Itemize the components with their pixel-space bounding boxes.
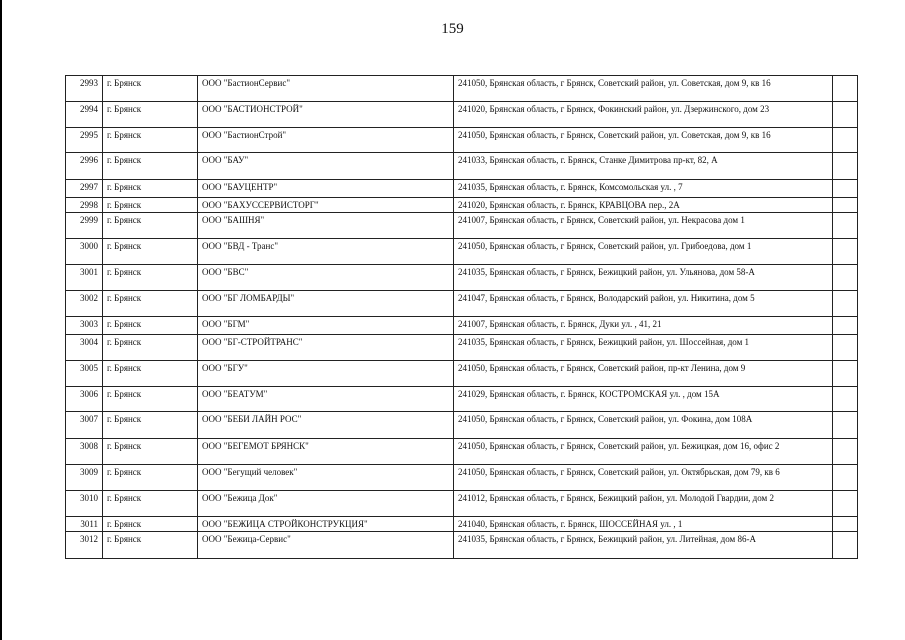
row-extra xyxy=(833,128,858,153)
row-number: 3010 xyxy=(66,491,103,517)
row-number: 3012 xyxy=(66,532,103,559)
row-city: г. Брянск xyxy=(103,491,198,517)
row-address: 241050, Брянская область, г Брянск, Советский район, ул. Октябрьская, дом 79, кв 6 xyxy=(454,465,833,491)
table-row xyxy=(66,198,858,213)
row-organization: ООО "БастионСтрой" xyxy=(198,128,454,153)
row-number: 3002 xyxy=(66,291,103,317)
row-city: г. Брянск xyxy=(103,361,198,387)
row-extra xyxy=(833,532,858,559)
row-extra xyxy=(833,291,858,317)
row-extra xyxy=(833,76,858,102)
row-organization: ООО "БГУ" xyxy=(198,361,454,387)
row-organization: ООО "Бежица Док" xyxy=(198,491,454,517)
row-address: 241035, Брянская область, г Брянск, Бежицкий район, ул. Шоссейная, дом 1 xyxy=(454,335,833,361)
row-address: 241020, Брянская область, г. Брянск, КРАВЦОВА пер., 2А xyxy=(454,198,833,213)
row-city: г. Брянск xyxy=(103,291,198,317)
row-number: 3008 xyxy=(66,439,103,465)
row-address: 241050, Брянская область, г Брянск, Советский район, ул. Советская, дом 9, кв 16 xyxy=(454,128,833,153)
row-address: 241020, Брянская область, г Брянск, Фокинский район, ул. Дзержинского, дом 23 xyxy=(454,102,833,128)
row-address: 241035, Брянская область, г. Брянск, Комсомольская ул. , 7 xyxy=(454,180,833,198)
row-number: 3000 xyxy=(66,239,103,265)
table-row xyxy=(66,239,858,265)
row-organization: ООО "Бегущий человек" xyxy=(198,465,454,491)
row-organization: ООО "БВД - Транс" xyxy=(198,239,454,265)
row-organization: ООО "БАСТИОНСТРОЙ" xyxy=(198,102,454,128)
table-row xyxy=(66,387,858,412)
table-row xyxy=(66,361,858,387)
row-organization: ООО "БАХУССЕРВИСТОРГ" xyxy=(198,198,454,213)
row-organization: ООО "БВС" xyxy=(198,265,454,291)
table-row xyxy=(66,291,858,317)
row-extra xyxy=(833,102,858,128)
row-city: г. Брянск xyxy=(103,180,198,198)
page-left-border xyxy=(0,0,2,640)
row-organization: ООО "БастионСервис" xyxy=(198,76,454,102)
row-extra xyxy=(833,517,858,532)
row-city: г. Брянск xyxy=(103,153,198,180)
table-row xyxy=(66,76,858,102)
row-extra xyxy=(833,180,858,198)
row-city: г. Брянск xyxy=(103,387,198,412)
row-organization: ООО "БГ ЛОМБАРДЫ" xyxy=(198,291,454,317)
row-address: 241050, Брянская область, г Брянск, Советский район, пр-кт Ленина, дом 9 xyxy=(454,361,833,387)
table-row xyxy=(66,412,858,439)
row-organization: ООО "БЕГЕМОТ БРЯНСК" xyxy=(198,439,454,465)
row-address: 241012, Брянская область, г Брянск, Бежицкий район, ул. Молодой Гвардии, дом 2 xyxy=(454,491,833,517)
row-number: 3009 xyxy=(66,465,103,491)
row-city: г. Брянск xyxy=(103,317,198,335)
table-row xyxy=(66,335,858,361)
row-number: 3003 xyxy=(66,317,103,335)
row-number: 2997 xyxy=(66,180,103,198)
row-number: 3011 xyxy=(66,517,103,532)
row-city: г. Брянск xyxy=(103,76,198,102)
row-number: 3004 xyxy=(66,335,103,361)
row-city: г. Брянск xyxy=(103,128,198,153)
table-row xyxy=(66,532,858,559)
row-number: 3001 xyxy=(66,265,103,291)
row-extra xyxy=(833,465,858,491)
row-city: г. Брянск xyxy=(103,439,198,465)
row-extra xyxy=(833,198,858,213)
row-address: 241047, Брянская область, г Брянск, Володарский район, ул. Никитина, дом 5 xyxy=(454,291,833,317)
row-number: 2994 xyxy=(66,102,103,128)
table-row xyxy=(66,517,858,532)
row-number: 3006 xyxy=(66,387,103,412)
row-extra xyxy=(833,491,858,517)
row-city: г. Брянск xyxy=(103,213,198,239)
table-row xyxy=(66,180,858,198)
row-extra xyxy=(833,265,858,291)
table-row xyxy=(66,153,858,180)
row-organization: ООО "БАУ" xyxy=(198,153,454,180)
row-city: г. Брянск xyxy=(103,517,198,532)
row-address: 241040, Брянская область, г. Брянск, ШОССЕЙНАЯ ул. , 1 xyxy=(454,517,833,532)
table-row xyxy=(66,128,858,153)
row-number: 2999 xyxy=(66,213,103,239)
page-number: 159 xyxy=(441,21,464,37)
row-city: г. Брянск xyxy=(103,335,198,361)
row-number: 3007 xyxy=(66,412,103,439)
table-row xyxy=(66,213,858,239)
row-number: 2993 xyxy=(66,76,103,102)
row-extra xyxy=(833,213,858,239)
row-number: 2995 xyxy=(66,128,103,153)
row-city: г. Брянск xyxy=(103,465,198,491)
row-address: 241007, Брянская область, г Брянск, Советский район, ул. Некрасова дом 1 xyxy=(454,213,833,239)
row-address: 241007, Брянская область, г. Брянск, Дуки ул. , 41, 21 xyxy=(454,317,833,335)
table-row xyxy=(66,465,858,491)
row-city: г. Брянск xyxy=(103,532,198,559)
row-address: 241050, Брянская область, г Брянск, Советский район, ул. Бежицкая, дом 16, офис 2 xyxy=(454,439,833,465)
row-extra xyxy=(833,387,858,412)
row-address: 241029, Брянская область, г. Брянск, КОСТРОМСКАЯ ул. , дом 15А xyxy=(454,387,833,412)
row-organization: ООО "БГ-СТРОЙТРАНС" xyxy=(198,335,454,361)
table-body xyxy=(66,76,858,559)
row-extra xyxy=(833,239,858,265)
row-organization: ООО "БГМ" xyxy=(198,317,454,335)
table-row xyxy=(66,491,858,517)
table-row xyxy=(66,439,858,465)
organizations-table xyxy=(65,75,858,559)
row-extra xyxy=(833,412,858,439)
row-city: г. Брянск xyxy=(103,412,198,439)
row-organization: ООО "БЕБИ ЛАЙН РОС" xyxy=(198,412,454,439)
row-number: 2996 xyxy=(66,153,103,180)
row-address: 241035, Брянская область, г Брянск, Бежицкий район, ул. Литейная, дом 86-А xyxy=(454,532,833,559)
table-row xyxy=(66,102,858,128)
row-organization: ООО "Бежица-Сервис" xyxy=(198,532,454,559)
row-organization: ООО "БАУЦЕНТР" xyxy=(198,180,454,198)
row-organization: ООО "БЕЖИЦА СТРОЙКОНСТРУКЦИЯ" xyxy=(198,517,454,532)
row-address: 241050, Брянская область, г Брянск, Советский район, ул. Грибоедова, дом 1 xyxy=(454,239,833,265)
row-extra xyxy=(833,153,858,180)
row-extra xyxy=(833,361,858,387)
row-extra xyxy=(833,439,858,465)
row-number: 2998 xyxy=(66,198,103,213)
row-extra xyxy=(833,317,858,335)
row-organization: ООО "БЕАТУМ" xyxy=(198,387,454,412)
row-number: 3005 xyxy=(66,361,103,387)
row-city: г. Брянск xyxy=(103,239,198,265)
row-organization: ООО "БАШНЯ" xyxy=(198,213,454,239)
table-row xyxy=(66,265,858,291)
row-city: г. Брянск xyxy=(103,265,198,291)
row-city: г. Брянск xyxy=(103,102,198,128)
row-address: 241050, Брянская область, г Брянск, Советский район, ул. Фокина, дом 108А xyxy=(454,412,833,439)
row-city: г. Брянск xyxy=(103,198,198,213)
row-address: 241033, Брянская область, г. Брянск, Станке Димитрова пр-кт, 82, А xyxy=(454,153,833,180)
row-address: 241035, Брянская область, г Брянск, Бежицкий район, ул. Ульянова, дом 58-А xyxy=(454,265,833,291)
table-row xyxy=(66,317,858,335)
row-address: 241050, Брянская область, г Брянск, Советский район, ул. Советская, дом 9, кв 16 xyxy=(454,76,833,102)
row-extra xyxy=(833,335,858,361)
